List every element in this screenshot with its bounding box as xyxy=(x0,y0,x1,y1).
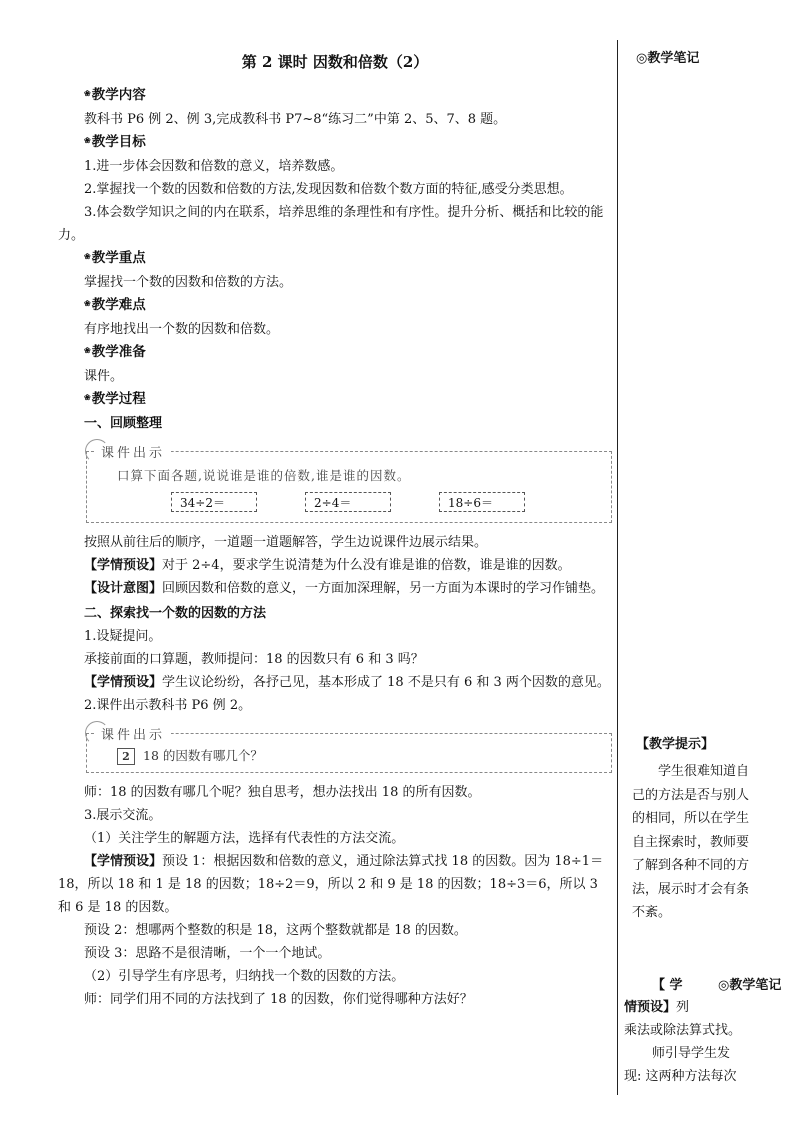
main-column xyxy=(58,50,612,1011)
side-frag-label-b-line xyxy=(624,996,689,1015)
side-tip-text: 学生很难知道自己的方法是否与别人的相同，所以在学生自主探索时，教师要了解到各种不同的方法，展示时才会有条不紊。 xyxy=(632,764,750,920)
calc-item-1: 34÷2＝ xyxy=(171,492,257,512)
heading-key: ❀ 教学重点 xyxy=(58,247,612,271)
example-question-text: 18 的因数有哪几个？ xyxy=(143,748,263,763)
part1-para-1: 按照从前往后的顺序，一道题一道题解答，学生边说课件边展示结果。 xyxy=(84,535,488,550)
side-frag-label-b: 情预设】 xyxy=(624,1000,677,1015)
side-notes-title-2: ◎教学笔记 xyxy=(718,978,782,993)
goal-2: 2.掌握找一个数的因数和倍数的方法,发现因数和倍数个数方面的特征,感受分类思想。 xyxy=(84,182,573,197)
example-number: 2 xyxy=(117,748,135,765)
goal-3: 3.体会数学知识之间的内在联系，培养思维的条理性和有序性。提升分析、概括和比较的能力。 xyxy=(58,205,604,243)
part2-step-3a: （1）关注学生的解题方法，选择有代表性的方法交流。 xyxy=(84,831,405,846)
side-tip-heading: 【教学提示】 xyxy=(636,737,715,752)
part2-step-2: 2.课件出示教科书 P6 例 2。 xyxy=(84,698,252,713)
part2-step-3: 3.展示交流。 xyxy=(84,808,162,823)
part1-para-3-text: 回顾因数和倍数的意义，一方面加深理解，另一方面为本课时的学习作铺垫。 xyxy=(162,581,605,596)
part2-step-3d: 预设 3：思路不是很清晰，一个一个地试。 xyxy=(84,946,331,961)
heading-prep: ❀ 教学准备 xyxy=(58,341,612,365)
label-sheji: 【设计意图】 xyxy=(84,581,163,596)
courseware-box-2 xyxy=(86,728,612,773)
heading-content: ❀ 教学内容 xyxy=(58,84,612,108)
label-xueqing: 【学情预设】 xyxy=(84,558,163,573)
part1-para-3 xyxy=(58,577,612,600)
calc-item-3: 18÷6＝ xyxy=(439,492,525,512)
part1-heading: 一、回顾整理 xyxy=(84,416,163,431)
example-question xyxy=(117,744,263,767)
side-frag-tail: 列 xyxy=(676,1000,690,1015)
label-xueqing-3: 【学情预设】 xyxy=(84,854,163,869)
key-text: 掌握找一个数的因数和倍数的方法。 xyxy=(84,275,293,290)
teacher-line-1: 师：18 的因数有哪几个呢？独自思考，想办法找出 18 的所有因数。 xyxy=(84,785,481,800)
label-xueqing-2: 【学情预设】 xyxy=(84,675,163,690)
heading-process: ❀ 教学过程 xyxy=(58,388,612,412)
courseware-instruction: 口算下面各题,说说谁是谁的倍数,谁是谁的因数。 xyxy=(117,468,411,483)
page-title: 第 2 课时 因数和倍数（2） xyxy=(241,53,429,71)
courseware-tag-1: 课件出示 xyxy=(95,442,171,465)
part2-step-3e: （2）引导学生有序思考，归纳找一个数的因数的方法。 xyxy=(84,969,405,984)
part1-para-2-text: 对于 2÷4，要求学生说清楚为什么没有谁是谁的倍数，谁是谁的因数。 xyxy=(162,558,571,573)
courseware-box-1 xyxy=(86,446,612,523)
calc-item-2: 2÷4＝ xyxy=(305,492,391,512)
part2-step-3c: 预设 2：想哪两个整数的积是 18，这两个整数就都是 18 的因数。 xyxy=(84,923,467,938)
prep-text: 课件。 xyxy=(84,369,124,384)
part1-para-2 xyxy=(58,554,612,577)
side-frag-2: 乘法或除法算式找。 xyxy=(624,1023,742,1038)
column-divider xyxy=(617,40,618,1095)
heading-difficulty: ❀ 教学难点 xyxy=(58,294,612,318)
content-text: 教科书 P6 例 2、例 3,完成教科书 P7~8“练习二”中第 2、5、7、8 题。 xyxy=(84,112,507,127)
part2-step-1b-text: 学生议论纷纷，各抒己见，基本形成了 18 不是只有 6 和 3 两个因数的意见。 xyxy=(162,675,610,690)
difficulty-text: 有序地找出一个数的因数和倍数。 xyxy=(84,322,280,337)
part2-heading: 二、探索找一个数的因数的方法 xyxy=(84,606,267,621)
part2-step-3b-text: 预设 1：根据因数和倍数的意义，通过除法算式找 18 的因数。因为 18÷1＝18，所以 18 和 1 是 18 的因数；18÷2＝9，所以 2 和 9 是 18 的因数；18÷3＝6，所以 3 和 6 是 18 的因数。 xyxy=(58,854,604,915)
part2-step-3b xyxy=(58,850,612,919)
part2-step-1a: 承接前面的口算题，教师提问：18 的因数只有 6 和 3 吗？ xyxy=(84,652,424,667)
side-notes-title-1: ◎教学笔记 xyxy=(636,51,700,66)
side-frag-3: 师引导学生发 xyxy=(652,1046,731,1061)
side-frag-4: 现: 这两种方法每次 xyxy=(624,1069,737,1084)
side-frag-label-a: 【 学 xyxy=(652,978,683,993)
part2-step-1: 1.设疑提问。 xyxy=(84,629,162,644)
teacher-line-2: 师：同学们用不同的方法找到了 18 的因数，你们觉得哪种方法好？ xyxy=(84,992,473,1007)
courseware-tag-2: 课件出示 xyxy=(95,724,171,747)
heading-goals: ❀ 教学目标 xyxy=(58,131,612,155)
part2-step-1b xyxy=(58,671,612,694)
goal-1: 1.进一步体会因数和倍数的意义，培养数感。 xyxy=(84,159,344,174)
